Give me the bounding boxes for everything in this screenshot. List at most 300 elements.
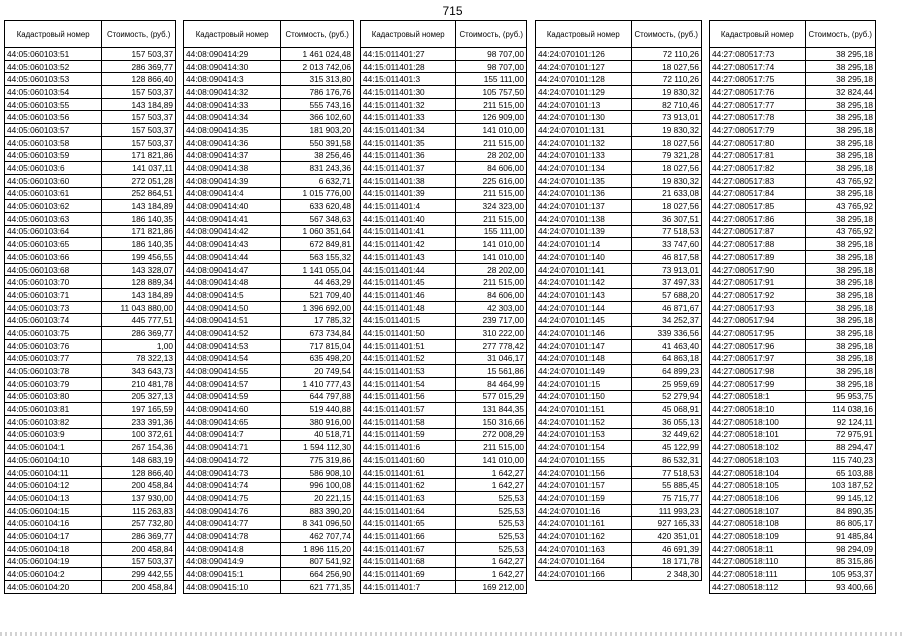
table-row: [184, 403, 354, 416]
cadastral-number-cell: 44:24:070101:136: [536, 187, 632, 200]
cost-cell: 64 899,23: [631, 365, 702, 378]
table-row: [361, 162, 527, 175]
cost-cell: 65 103,88: [805, 466, 876, 479]
cadastral-number-cell: 44:08:090414:37: [184, 149, 281, 162]
table-row: [361, 441, 527, 454]
header-cadastral-number: Кадастровый номер: [184, 21, 281, 48]
cost-cell: 343 643,73: [102, 365, 176, 378]
cost-cell: 205 327,13: [102, 390, 176, 403]
table-row: [361, 301, 527, 314]
table-row: [361, 200, 527, 213]
cost-cell: 1 642,27: [456, 479, 527, 492]
table-row: [361, 276, 527, 289]
cost-cell: 72 110,26: [631, 48, 702, 61]
cadastral-number-cell: 44:27:080517:78: [710, 111, 806, 124]
table-row: [710, 441, 876, 454]
cost-cell: 103 187,52: [805, 479, 876, 492]
cadastral-number-cell: 44:05:060103:66: [5, 251, 102, 264]
cadastral-number-cell: 44:27:080518:100: [710, 415, 806, 428]
cadastral-number-cell: 44:08:090414:71: [184, 441, 281, 454]
table-row: [710, 466, 876, 479]
cost-cell: 272 051,28: [102, 174, 176, 187]
table-row: [536, 200, 702, 213]
cost-cell: 84 464,99: [456, 377, 527, 390]
cost-cell: 143 184,89: [102, 289, 176, 302]
table-row: [184, 200, 354, 213]
cost-cell: 519 440,88: [281, 403, 354, 416]
cost-cell: 186 140,35: [102, 238, 176, 251]
cadastral-number-cell: 44:24:070101:155: [536, 454, 632, 467]
scan-artifact-line: [0, 632, 905, 636]
table-row: [184, 289, 354, 302]
table-row: [710, 517, 876, 530]
cadastral-number-cell: 44:27:080517:90: [710, 263, 806, 276]
cost-cell: 100 372,61: [102, 428, 176, 441]
table-row: [184, 327, 354, 340]
cadastral-number-cell: 44:27:080517:76: [710, 86, 806, 99]
cadastral-number-cell: 44:05:060104:12: [5, 479, 102, 492]
table-row: [361, 466, 527, 479]
cadastral-number-cell: 44:05:060103:76: [5, 339, 102, 352]
cost-cell: 32 449,62: [631, 428, 702, 441]
cost-cell: 28 202,00: [456, 263, 527, 276]
cadastral-number-cell: 44:05:060103:62: [5, 200, 102, 213]
cadastral-number-cell: 44:27:080517:84: [710, 187, 806, 200]
table-row: [184, 263, 354, 276]
cost-cell: 521 709,40: [281, 289, 354, 302]
table-row: [184, 365, 354, 378]
cadastral-number-cell: 44:08:090414:77: [184, 517, 281, 530]
table-row: [710, 276, 876, 289]
table-row: [361, 314, 527, 327]
cost-cell: 38 295,18: [805, 187, 876, 200]
table-row: [5, 492, 176, 505]
cadastral-number-cell: 44:08:090414:38: [184, 162, 281, 175]
cost-cell: 148 683,19: [102, 454, 176, 467]
cost-cell: 43 765,92: [805, 225, 876, 238]
cost-cell: 38 295,18: [805, 314, 876, 327]
cadastral-number-cell: 44:05:060104:2: [5, 568, 102, 581]
table-row: [184, 111, 354, 124]
table-row: [184, 454, 354, 467]
table-row: [536, 187, 702, 200]
table-row: [536, 492, 702, 505]
cost-cell: 200 458,84: [102, 479, 176, 492]
cadastral-number-cell: 44:27:080517:94: [710, 314, 806, 327]
cadastral-number-cell: 44:15:011401:43: [361, 251, 456, 264]
cadastral-number-cell: 44:05:060103:75: [5, 327, 102, 340]
cadastral-number-cell: 44:24:070101:133: [536, 149, 632, 162]
header-cost: Стоимость, (руб.): [102, 21, 176, 48]
cost-cell: 18 171,78: [631, 555, 702, 568]
table-row: [184, 580, 354, 593]
cadastral-number-cell: 44:05:060103:73: [5, 301, 102, 314]
cadastral-number-cell: 44:15:011401:59: [361, 428, 456, 441]
cadastral-number-cell: 44:08:090414:73: [184, 466, 281, 479]
cadastral-number-cell: 44:05:060103:78: [5, 365, 102, 378]
cadastral-number-cell: 44:05:060103:64: [5, 225, 102, 238]
cost-cell: 225 616,00: [456, 174, 527, 187]
cadastral-number-cell: 44:15:011401:6: [361, 441, 456, 454]
cost-cell: 95 953,75: [805, 390, 876, 403]
table-row: [5, 504, 176, 517]
table-row: [184, 466, 354, 479]
table-row: [710, 60, 876, 73]
table-row: [710, 225, 876, 238]
cost-cell: 55 885,45: [631, 479, 702, 492]
cadastral-number-cell: 44:27:080518:112: [710, 580, 806, 593]
cadastral-number-cell: 44:15:011401:56: [361, 390, 456, 403]
table-row: [5, 149, 176, 162]
cadastral-number-cell: 44:15:011401:62: [361, 479, 456, 492]
cost-cell: 72 975,91: [805, 428, 876, 441]
cost-cell: 128 866,40: [102, 73, 176, 86]
cost-cell: 1 642,27: [456, 568, 527, 581]
cadastral-number-cell: 44:05:060104:18: [5, 542, 102, 555]
table-row: [184, 149, 354, 162]
header-cadastral-number: Кадастровый номер: [710, 21, 806, 48]
table-row: [361, 187, 527, 200]
cadastral-number-cell: 44:24:070101:156: [536, 466, 632, 479]
table-row: [536, 441, 702, 454]
cost-cell: 75 715,77: [631, 492, 702, 505]
table-row: [5, 454, 176, 467]
cadastral-number-cell: 44:08:090415:1: [184, 568, 281, 581]
cadastral-number-cell: 44:05:060103:63: [5, 212, 102, 225]
cost-cell: 143 184,89: [102, 98, 176, 111]
cost-cell: 141 010,00: [456, 251, 527, 264]
cost-cell: 78 322,13: [102, 352, 176, 365]
cost-cell: 44 463,29: [281, 276, 354, 289]
cadastral-number-cell: 44:05:060103:57: [5, 124, 102, 137]
cost-cell: 38 295,18: [805, 60, 876, 73]
table-row: [536, 289, 702, 302]
table-row: [5, 73, 176, 86]
table-row: [5, 517, 176, 530]
cadastral-number-cell: 44:05:060103:59: [5, 149, 102, 162]
table-row: [5, 225, 176, 238]
cost-cell: 555 743,16: [281, 98, 354, 111]
header-cost: Стоимость, (руб.): [456, 21, 527, 48]
cadastral-number-cell: 44:08:090414:60: [184, 403, 281, 416]
cadastral-number-cell: 44:05:060103:52: [5, 60, 102, 73]
cost-cell: 445 777,51: [102, 314, 176, 327]
cadastral-number-cell: 44:08:090414:35: [184, 124, 281, 137]
table-row: [361, 454, 527, 467]
cost-cell: 38 295,18: [805, 73, 876, 86]
table-row: [710, 377, 876, 390]
table-row: [361, 124, 527, 137]
cadastral-number-cell: 44:27:080517:98: [710, 365, 806, 378]
table-row: [710, 530, 876, 543]
cadastral-number-cell: 44:15:011401:39: [361, 187, 456, 200]
table-row: [5, 555, 176, 568]
table-row: [5, 530, 176, 543]
table-row: [5, 390, 176, 403]
cost-cell: 82 710,46: [631, 98, 702, 111]
cost-cell: 525,53: [456, 504, 527, 517]
table-header-row: [710, 21, 876, 48]
table-row: [710, 415, 876, 428]
cost-cell: 1 396 692,00: [281, 301, 354, 314]
cadastral-number-cell: 44:15:011401:34: [361, 124, 456, 137]
cost-cell: 299 442,55: [102, 568, 176, 581]
cadastral-number-cell: 44:24:070101:149: [536, 365, 632, 378]
table-row: [184, 48, 354, 61]
table-row: [184, 339, 354, 352]
cadastral-number-cell: 44:27:080518:105: [710, 479, 806, 492]
table-row: [536, 86, 702, 99]
cadastral-number-cell: 44:27:080518:110: [710, 555, 806, 568]
cadastral-number-cell: 44:15:011401:41: [361, 225, 456, 238]
table-row: [5, 377, 176, 390]
table-row: [536, 377, 702, 390]
cost-cell: 38 295,18: [805, 111, 876, 124]
cadastral-number-cell: 44:05:060103:81: [5, 403, 102, 416]
cadastral-number-cell: 44:05:060104:19: [5, 555, 102, 568]
cost-cell: 1 461 024,48: [281, 48, 354, 61]
table-row: [361, 415, 527, 428]
cost-cell: 525,53: [456, 492, 527, 505]
cost-cell: 38 295,18: [805, 289, 876, 302]
cadastral-number-cell: 44:05:060103:54: [5, 86, 102, 99]
cadastral-number-cell: 44:24:070101:157: [536, 479, 632, 492]
cadastral-number-cell: 44:24:070101:128: [536, 73, 632, 86]
table-row: [536, 251, 702, 264]
cadastral-number-cell: 44:15:011401:38: [361, 174, 456, 187]
cost-cell: 186 140,35: [102, 212, 176, 225]
table-row: [5, 98, 176, 111]
table-row: [5, 276, 176, 289]
cadastral-table-1: [4, 20, 176, 594]
cadastral-number-cell: 44:15:011401:69: [361, 568, 456, 581]
cadastral-number-cell: 44:24:070101:137: [536, 200, 632, 213]
cost-cell: 211 515,00: [456, 187, 527, 200]
table-row: [536, 301, 702, 314]
cost-cell: 126 909,00: [456, 111, 527, 124]
cost-cell: 38 295,18: [805, 124, 876, 137]
table-row: [361, 403, 527, 416]
table-row: [536, 212, 702, 225]
table-row: [710, 200, 876, 213]
table-row: [536, 466, 702, 479]
cadastral-number-cell: 44:27:080518:1: [710, 390, 806, 403]
cost-cell: 11 043 880,00: [102, 301, 176, 314]
cadastral-number-cell: 44:24:070101:144: [536, 301, 632, 314]
cadastral-number-cell: 44:15:011401:64: [361, 504, 456, 517]
cadastral-number-cell: 44:24:070101:146: [536, 327, 632, 340]
table-row: [536, 390, 702, 403]
cadastral-number-cell: 44:08:090414:57: [184, 377, 281, 390]
cadastral-number-cell: 44:08:090414:39: [184, 174, 281, 187]
cadastral-number-cell: 44:15:011401:58: [361, 415, 456, 428]
cadastral-table-5: [709, 20, 876, 594]
cost-cell: 883 390,20: [281, 504, 354, 517]
table-row: [5, 162, 176, 175]
cadastral-number-cell: 44:15:011401:51: [361, 339, 456, 352]
cost-cell: 1 896 115,20: [281, 542, 354, 555]
cadastral-number-cell: 44:27:080517:96: [710, 339, 806, 352]
cost-cell: 211 515,00: [456, 441, 527, 454]
table-row: [5, 314, 176, 327]
cadastral-number-cell: 44:27:080518:107: [710, 504, 806, 517]
table-row: [361, 98, 527, 111]
cadastral-number-cell: 44:08:090414:50: [184, 301, 281, 314]
table-header-row: [536, 21, 702, 48]
cadastral-number-cell: 44:08:090414:72: [184, 454, 281, 467]
cost-cell: 310 222,00: [456, 327, 527, 340]
table-row: [710, 390, 876, 403]
cost-cell: 996 100,08: [281, 479, 354, 492]
cost-cell: 84 606,00: [456, 162, 527, 175]
table-row: [361, 327, 527, 340]
cost-cell: 34 252,37: [631, 314, 702, 327]
cost-cell: 45 122,99: [631, 441, 702, 454]
cadastral-number-cell: 44:08:090414:32: [184, 86, 281, 99]
table-row: [361, 225, 527, 238]
cost-cell: 19 830,32: [631, 174, 702, 187]
cost-cell: 621 771,35: [281, 580, 354, 593]
cost-cell: 46 817,58: [631, 251, 702, 264]
table-row: [536, 454, 702, 467]
cost-cell: 672 849,81: [281, 238, 354, 251]
cost-cell: 36 055,13: [631, 415, 702, 428]
cost-cell: 25 959,69: [631, 377, 702, 390]
cost-cell: 366 102,60: [281, 111, 354, 124]
cadastral-number-cell: 44:08:090414:9: [184, 555, 281, 568]
table-row: [184, 136, 354, 149]
cost-cell: 157 503,37: [102, 48, 176, 61]
cadastral-number-cell: 44:08:090414:3: [184, 73, 281, 86]
table-row: [536, 517, 702, 530]
cadastral-number-cell: 44:24:070101:151: [536, 403, 632, 416]
cost-cell: 20 221,15: [281, 492, 354, 505]
cost-cell: 20 749,54: [281, 365, 354, 378]
table-row: [5, 174, 176, 187]
cadastral-number-cell: 44:27:080518:104: [710, 466, 806, 479]
table-row: [184, 251, 354, 264]
cadastral-number-cell: 44:05:060104:1: [5, 441, 102, 454]
cost-cell: 114 038,16: [805, 403, 876, 416]
cost-cell: 73 913,01: [631, 263, 702, 276]
cost-cell: 673 734,84: [281, 327, 354, 340]
table-row: [536, 428, 702, 441]
cost-cell: 586 908,10: [281, 466, 354, 479]
cost-cell: 1 410 777,43: [281, 377, 354, 390]
cost-cell: 286 369,77: [102, 60, 176, 73]
table-row: [361, 504, 527, 517]
cadastral-number-cell: 44:24:070101:150: [536, 390, 632, 403]
cost-cell: 252 864,51: [102, 187, 176, 200]
cadastral-number-cell: 44:27:080517:93: [710, 301, 806, 314]
table-row: [536, 530, 702, 543]
cadastral-number-cell: 44:27:080517:89: [710, 251, 806, 264]
table-row: [184, 225, 354, 238]
table-row: [361, 479, 527, 492]
table-row: [710, 492, 876, 505]
cost-cell: 86 805,17: [805, 517, 876, 530]
cadastral-number-cell: 44:24:070101:145: [536, 314, 632, 327]
cost-cell: 37 497,33: [631, 276, 702, 289]
cadastral-number-cell: 44:05:060104:10: [5, 454, 102, 467]
cadastral-number-cell: 44:24:070101:138: [536, 212, 632, 225]
cadastral-number-cell: 44:05:060104:11: [5, 466, 102, 479]
cadastral-number-cell: 44:05:060104:16: [5, 517, 102, 530]
cadastral-number-cell: 44:15:011401:37: [361, 162, 456, 175]
cadastral-number-cell: 44:08:090414:54: [184, 352, 281, 365]
cost-cell: 1 594 112,30: [281, 441, 354, 454]
cadastral-number-cell: 44:27:080517:79: [710, 124, 806, 137]
cost-cell: 41 463,40: [631, 339, 702, 352]
cost-cell: 141 037,11: [102, 162, 176, 175]
table-row: [536, 365, 702, 378]
table-row: [184, 390, 354, 403]
cadastral-number-cell: 44:24:070101:166: [536, 568, 632, 581]
cost-cell: 664 256,90: [281, 568, 354, 581]
table-row: [710, 568, 876, 581]
table-row: [536, 339, 702, 352]
cadastral-number-cell: 44:08:090414:44: [184, 251, 281, 264]
table-row: [536, 48, 702, 61]
cadastral-number-cell: 44:24:070101:147: [536, 339, 632, 352]
table-row: [536, 174, 702, 187]
table-row: [536, 276, 702, 289]
cadastral-number-cell: 44:08:090414:7: [184, 428, 281, 441]
table-row: [184, 73, 354, 86]
cadastral-number-cell: 44:27:080518:106: [710, 492, 806, 505]
cadastral-number-cell: 44:15:011401:67: [361, 542, 456, 555]
cadastral-number-cell: 44:05:060103:74: [5, 314, 102, 327]
cost-cell: 115 740,23: [805, 454, 876, 467]
cost-cell: 18 027,56: [631, 200, 702, 213]
table-row: [710, 187, 876, 200]
table-row: [536, 352, 702, 365]
table-row: [5, 327, 176, 340]
cadastral-number-cell: 44:05:060103:68: [5, 263, 102, 276]
cost-cell: 99 145,12: [805, 492, 876, 505]
table-row: [536, 542, 702, 555]
table-row: [184, 124, 354, 137]
header-cadastral-number: Кадастровый номер: [361, 21, 456, 48]
cost-cell: 31 046,17: [456, 352, 527, 365]
cadastral-number-cell: 44:15:011401:5: [361, 314, 456, 327]
page-number: 715: [442, 4, 463, 18]
cadastral-number-cell: 44:08:090414:41: [184, 212, 281, 225]
cost-cell: 420 351,01: [631, 530, 702, 543]
cost-cell: 277 778,42: [456, 339, 527, 352]
table-row: [710, 111, 876, 124]
table-row: [361, 428, 527, 441]
table-row: [361, 390, 527, 403]
table-row: [710, 365, 876, 378]
cost-cell: 927 165,33: [631, 517, 702, 530]
table-row: [184, 301, 354, 314]
table-row: [361, 149, 527, 162]
table-row: [710, 314, 876, 327]
table-row: [361, 568, 527, 581]
cadastral-table-4: [535, 20, 702, 581]
table-row: [710, 251, 876, 264]
table-row: [5, 212, 176, 225]
cadastral-number-cell: 44:15:011401:52: [361, 352, 456, 365]
cadastral-number-cell: 44:08:090414:30: [184, 60, 281, 73]
cost-cell: 563 155,32: [281, 251, 354, 264]
table-row: [184, 187, 354, 200]
table-row: [710, 86, 876, 99]
table-row: [710, 301, 876, 314]
cost-cell: 84 606,00: [456, 289, 527, 302]
table-header-row: [361, 21, 527, 48]
